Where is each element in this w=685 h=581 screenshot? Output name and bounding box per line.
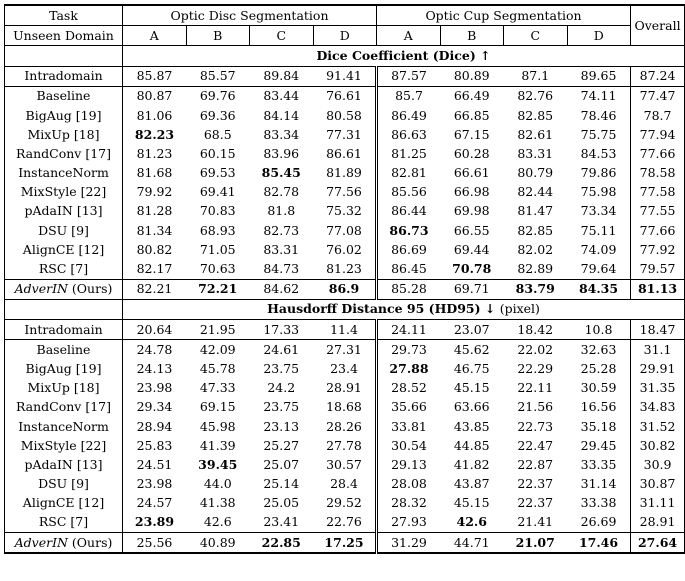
- metric-value: 27.78: [326, 437, 362, 453]
- metric-value: 79.57: [631, 259, 685, 279]
- metric-value: 86.9: [313, 279, 377, 299]
- metric-value: 27.31: [326, 341, 362, 357]
- intradomain-row: [5, 320, 685, 340]
- method-name: MixUp [18]: [27, 380, 100, 396]
- metric-value: 24.57: [123, 494, 187, 513]
- domain-header: C: [250, 26, 314, 46]
- metric-value: 85.7: [377, 86, 441, 106]
- metric-value: 22.76: [326, 514, 362, 530]
- metric-value: 69.71: [440, 279, 504, 299]
- metric-value: 80.58: [326, 107, 362, 123]
- metric-value: 42.6: [203, 514, 232, 530]
- dice-section: [5, 46, 685, 299]
- metric-value: 21.95: [186, 320, 250, 340]
- metric-value: 27.93: [377, 513, 441, 533]
- metric-value: 24.78: [123, 340, 187, 360]
- metric-value: 66.98: [453, 184, 490, 200]
- metric-value: 45.62: [453, 341, 490, 357]
- metric-value: 68.5: [203, 126, 232, 142]
- metric-value: 30.9: [631, 455, 685, 474]
- metric-value: 77.92: [631, 240, 685, 259]
- metric-value: 16.56: [580, 399, 617, 415]
- metric-value: 70.63: [199, 261, 236, 277]
- metric-value: 31.52: [631, 417, 685, 436]
- metric-value: 25.14: [263, 476, 300, 492]
- metric-value: 21.41: [517, 514, 554, 530]
- domain-header: C: [504, 26, 568, 46]
- metric-value: 77.66: [631, 144, 685, 163]
- metric-value: 11.4: [313, 320, 377, 340]
- metric-value: 22.85: [250, 533, 314, 554]
- metric-value: 82.89: [517, 261, 554, 277]
- metric-value: 60.28: [453, 145, 490, 161]
- method-row: [5, 144, 685, 163]
- metric-value: 89.65: [567, 66, 631, 86]
- metric-value: 63.66: [453, 399, 490, 415]
- metric-value: 18.68: [326, 399, 362, 415]
- metric-value: 66.55: [453, 222, 490, 238]
- cup-group-header: Optic Cup Segmentation: [377, 5, 631, 26]
- metric-value: 28.32: [377, 494, 441, 513]
- metric-value: 30.87: [631, 475, 685, 494]
- metric-value: 82.85: [517, 222, 554, 238]
- method-name: RSC [7]: [38, 514, 89, 530]
- metric-value: 82.21: [123, 279, 187, 299]
- metric-value: 42.09: [199, 341, 236, 357]
- metric-value: 77.08: [326, 222, 362, 238]
- method-name: DSU [9]: [38, 222, 89, 238]
- metric-value: 25.83: [123, 436, 187, 455]
- metric-value: 85.87: [123, 66, 187, 86]
- method-name: RandConv [17]: [15, 145, 112, 161]
- metric-value: 86.73: [377, 221, 441, 240]
- metric-value: 31.11: [631, 494, 685, 513]
- metric-value: 69.53: [199, 165, 236, 181]
- ours-method-name: AdverIN: [14, 281, 68, 297]
- metric-value: 41.82: [453, 456, 490, 472]
- domain-header: B: [440, 26, 504, 46]
- method-name: [5, 279, 123, 299]
- metric-value: 70.83: [199, 203, 236, 219]
- metric-value: 35.18: [580, 418, 617, 434]
- metric-value: 44.71: [440, 533, 504, 554]
- metric-value: 81.06: [123, 106, 187, 125]
- method-row: [5, 417, 685, 436]
- metric-value: 86.49: [377, 106, 441, 125]
- metric-value: 24.61: [263, 341, 300, 357]
- metric-value: 40.89: [186, 533, 250, 554]
- metric-value: 31.35: [631, 379, 685, 398]
- ours-method-suffix: (Ours): [67, 281, 113, 297]
- metric-value: 25.28: [580, 360, 617, 376]
- method-row: [5, 436, 685, 455]
- results-table-container: [4, 4, 681, 554]
- metric-value: 78.58: [631, 164, 685, 183]
- section-header-row: [5, 299, 685, 319]
- metric-value: 22.37: [517, 495, 554, 511]
- metric-value: 17.33: [250, 320, 314, 340]
- metric-value: 28.08: [377, 475, 441, 494]
- metric-value: 82.23: [123, 125, 187, 144]
- metric-value: 80.87: [123, 86, 187, 106]
- metric-value: 41.38: [199, 495, 236, 511]
- metric-value: 66.85: [453, 107, 490, 123]
- metric-value: 22.73: [517, 418, 554, 434]
- metric-value: 77.31: [326, 126, 362, 142]
- section-header-row: [5, 46, 685, 66]
- metric-value: 83.96: [263, 145, 300, 161]
- intradomain-row: [5, 66, 685, 86]
- metric-value: 44.85: [453, 437, 490, 453]
- metric-value: 85.56: [377, 183, 441, 202]
- dice-section-title: Dice Coefficient (Dice) ↑: [123, 46, 685, 66]
- metric-value: 80.89: [440, 66, 504, 86]
- metric-value: 34.83: [631, 398, 685, 417]
- hd95-section-title: [123, 299, 685, 319]
- method-row: [5, 106, 685, 125]
- metric-value: 81.23: [326, 261, 362, 277]
- metric-value: 39.45: [198, 456, 238, 472]
- metric-value: 83.79: [504, 279, 568, 299]
- metric-value: 18.47: [631, 320, 685, 340]
- metric-value: 23.41: [263, 514, 300, 530]
- metric-value: 76.61: [326, 88, 362, 104]
- disc-group-header: Optic Disc Segmentation: [123, 5, 377, 26]
- metric-value: 89.84: [250, 66, 314, 86]
- metric-value: 43.85: [453, 418, 490, 434]
- metric-value: 84.62: [250, 279, 314, 299]
- metric-value: 26.69: [580, 514, 617, 530]
- method-name: InstanceNorm: [18, 418, 109, 434]
- metric-value: 82.17: [123, 259, 187, 279]
- metric-value: 30.57: [326, 456, 362, 472]
- metric-value: 30.59: [580, 380, 617, 396]
- metric-value: 46.75: [453, 360, 490, 376]
- metric-value: 85.45: [261, 165, 301, 181]
- method-name: MixStyle [22]: [20, 184, 107, 200]
- metric-value: 45.98: [199, 418, 236, 434]
- metric-value: 84.53: [580, 145, 617, 161]
- metric-value: 30.82: [631, 436, 685, 455]
- metric-value: 23.75: [263, 360, 300, 376]
- method-row: [5, 398, 685, 417]
- metric-value: 87.1: [504, 66, 568, 86]
- overall-header: Overall: [631, 5, 685, 46]
- metric-value: 29.52: [326, 495, 362, 511]
- domain-header: D: [313, 26, 377, 46]
- header-row-task: [5, 5, 685, 26]
- metric-value: 32.63: [580, 341, 617, 357]
- metric-value: 21.07: [504, 533, 568, 554]
- metric-value: 24.51: [123, 455, 187, 474]
- metric-value: 75.75: [580, 126, 617, 142]
- metric-value: 81.47: [517, 203, 554, 219]
- metric-value: 75.11: [580, 222, 617, 238]
- metric-value: 81.34: [123, 221, 187, 240]
- metric-value: 23.98: [123, 475, 187, 494]
- metric-value: 79.64: [580, 261, 617, 277]
- metric-value: 23.89: [123, 513, 187, 533]
- metric-value: 78.7: [631, 106, 685, 125]
- method-row: [5, 494, 685, 513]
- metric-value: 83.31: [263, 241, 300, 257]
- method-name: MixUp [18]: [27, 126, 100, 142]
- metric-value: 17.46: [567, 533, 631, 554]
- metric-value: 33.38: [580, 495, 617, 511]
- domain-header: D: [567, 26, 631, 46]
- method-name: Baseline: [36, 341, 91, 357]
- metric-value: 24.13: [123, 359, 187, 378]
- metric-value: 69.76: [199, 88, 236, 104]
- metric-value: 83.34: [263, 126, 300, 142]
- hd95-title-text: Hausdorff Distance 95 (HD95) ↓: [267, 301, 496, 317]
- method-row: [5, 475, 685, 494]
- metric-value: 10.8: [567, 320, 631, 340]
- metric-value: 24.2: [267, 380, 296, 396]
- metric-value: 77.47: [631, 86, 685, 106]
- method-name: InstanceNorm: [18, 165, 109, 181]
- metric-value: 85.28: [377, 279, 441, 299]
- metric-value: 33.35: [580, 456, 617, 472]
- metric-value: 82.61: [517, 126, 554, 142]
- metric-value: 29.34: [123, 398, 187, 417]
- metric-value: 22.02: [517, 341, 554, 357]
- metric-value: 29.45: [580, 437, 617, 453]
- method-name: pAdaIN [13]: [24, 203, 103, 219]
- metric-value: 69.98: [453, 203, 490, 219]
- metric-value: 25.56: [123, 533, 187, 554]
- metric-value: 66.61: [453, 165, 490, 181]
- method-row: [5, 202, 685, 221]
- metric-value: 82.44: [517, 184, 554, 200]
- metric-value: 81.28: [123, 202, 187, 221]
- method-row: [5, 455, 685, 474]
- unseen-domain-label: Unseen Domain: [5, 26, 123, 46]
- section-spacer: [5, 299, 123, 319]
- metric-value: 80.82: [123, 240, 187, 259]
- method-row: [5, 379, 685, 398]
- metric-value: 28.91: [326, 380, 362, 396]
- metric-value: 75.98: [580, 184, 617, 200]
- metric-value: 33.81: [377, 417, 441, 436]
- metric-value: 23.98: [123, 379, 187, 398]
- metric-value: 87.24: [631, 66, 685, 86]
- metric-value: 47.33: [199, 380, 236, 396]
- metric-value: 29.73: [377, 340, 441, 360]
- metric-value: 66.49: [453, 88, 490, 104]
- method-row: [5, 513, 685, 533]
- metric-value: 80.79: [517, 165, 554, 181]
- metric-value: 82.73: [263, 222, 300, 238]
- metric-value: 71.05: [199, 241, 236, 257]
- section-spacer: [5, 46, 123, 66]
- metric-value: 22.47: [517, 437, 554, 453]
- metric-value: 82.85: [517, 107, 554, 123]
- metric-value: 22.37: [517, 476, 554, 492]
- metric-value: 82.78: [263, 184, 300, 200]
- method-name: Intradomain: [5, 320, 123, 340]
- metric-value: 72.21: [186, 279, 250, 299]
- metric-value: 22.11: [517, 380, 554, 396]
- metric-value: 45.15: [453, 380, 490, 396]
- method-name: DSU [9]: [38, 476, 89, 492]
- metric-value: 81.68: [123, 164, 187, 183]
- domain-header: A: [123, 26, 187, 46]
- method-row: [5, 164, 685, 183]
- metric-value: 82.76: [517, 88, 554, 104]
- metric-value: 17.25: [313, 533, 377, 554]
- metric-value: 23.07: [440, 320, 504, 340]
- metric-value: 35.66: [377, 398, 441, 417]
- metric-value: 21.56: [517, 399, 554, 415]
- metric-value: 28.4: [330, 476, 358, 492]
- metric-value: 20.64: [123, 320, 187, 340]
- metric-value: 25.05: [263, 495, 300, 511]
- metric-value: 27.88: [377, 359, 441, 378]
- metric-value: 69.41: [199, 184, 236, 200]
- method-row: [5, 359, 685, 378]
- metric-value: 86.45: [377, 259, 441, 279]
- method-name: [5, 533, 123, 554]
- metric-value: 91.41: [313, 66, 377, 86]
- method-row: [5, 340, 685, 360]
- metric-value: 82.81: [377, 164, 441, 183]
- metric-value: 25.27: [263, 437, 300, 453]
- method-name: RSC [7]: [38, 261, 89, 277]
- metric-value: 24.11: [377, 320, 441, 340]
- metric-value: 30.54: [377, 436, 441, 455]
- metric-value: 86.44: [377, 202, 441, 221]
- metric-value: 22.29: [517, 360, 554, 376]
- metric-value: 77.58: [631, 183, 685, 202]
- metric-value: 42.6: [456, 514, 487, 530]
- metric-value: 28.94: [123, 417, 187, 436]
- metric-value: 86.69: [377, 240, 441, 259]
- method-name: Baseline: [36, 88, 91, 104]
- metric-value: 28.52: [377, 379, 441, 398]
- metric-value: 81.25: [377, 144, 441, 163]
- metric-value: 82.02: [517, 241, 554, 257]
- ours-row: [5, 279, 685, 299]
- metric-value: 29.91: [631, 359, 685, 378]
- metric-value: 81.8: [267, 203, 296, 219]
- metric-value: 75.32: [326, 203, 362, 219]
- method-row: [5, 125, 685, 144]
- metric-value: 23.75: [263, 399, 300, 415]
- method-name: AlignCE [12]: [22, 495, 105, 511]
- metric-value: 45.78: [199, 360, 236, 376]
- metric-value: 81.89: [326, 165, 362, 181]
- metric-value: 74.09: [580, 241, 617, 257]
- metric-value: 60.15: [199, 145, 236, 161]
- method-name: MixStyle [22]: [20, 437, 107, 453]
- method-row: [5, 240, 685, 259]
- metric-value: 87.57: [377, 66, 441, 86]
- metric-value: 67.15: [453, 126, 490, 142]
- metric-value: 31.29: [377, 533, 441, 554]
- method-name: pAdaIN [13]: [24, 456, 103, 472]
- metric-value: 70.78: [452, 261, 492, 277]
- method-row: [5, 259, 685, 279]
- metric-value: 68.93: [199, 222, 236, 238]
- metric-value: 43.87: [453, 476, 490, 492]
- metric-value: 45.15: [453, 495, 490, 511]
- metric-value: 84.14: [263, 107, 300, 123]
- metric-value: 84.35: [567, 279, 631, 299]
- metric-value: 23.4: [330, 360, 358, 376]
- metric-value: 81.23: [123, 144, 187, 163]
- metric-value: 76.02: [326, 241, 362, 257]
- metric-value: 86.61: [326, 145, 362, 161]
- method-row: [5, 183, 685, 202]
- method-name: Intradomain: [5, 66, 123, 86]
- domain-header: A: [377, 26, 441, 46]
- metric-value: 77.66: [631, 221, 685, 240]
- metric-value: 69.36: [199, 107, 236, 123]
- metric-value: 18.42: [504, 320, 568, 340]
- metric-value: 41.39: [199, 437, 236, 453]
- metric-value: 28.91: [631, 513, 685, 533]
- metric-value: 28.26: [326, 418, 362, 434]
- method-name: RandConv [17]: [15, 399, 112, 415]
- metric-value: 79.92: [123, 183, 187, 202]
- metric-value: 79.86: [580, 165, 617, 181]
- method-row: [5, 221, 685, 240]
- metric-value: 83.44: [263, 88, 300, 104]
- hd95-section: [5, 299, 685, 553]
- ours-row: [5, 533, 685, 554]
- metric-value: 29.13: [377, 455, 441, 474]
- results-table: [4, 4, 685, 554]
- ours-method-suffix: (Ours): [67, 534, 113, 550]
- method-name: BigAug [19]: [25, 360, 102, 376]
- metric-value: 69.15: [199, 399, 236, 415]
- metric-value: 77.94: [631, 125, 685, 144]
- metric-value: 74.11: [580, 88, 617, 104]
- method-row: [5, 86, 685, 106]
- domain-header: B: [186, 26, 250, 46]
- method-name: BigAug [19]: [25, 107, 102, 123]
- hd95-title-unit: (pixel): [499, 301, 540, 317]
- task-label: Task: [5, 5, 123, 26]
- metric-value: 27.64: [631, 533, 685, 554]
- metric-value: 31.1: [631, 340, 685, 360]
- metric-value: 83.31: [517, 145, 554, 161]
- metric-value: 23.13: [263, 418, 300, 434]
- metric-value: 69.44: [453, 241, 490, 257]
- metric-value: 25.07: [263, 456, 300, 472]
- method-name: AlignCE [12]: [22, 241, 105, 257]
- metric-value: 73.34: [580, 203, 617, 219]
- header-row-domains: [5, 26, 685, 46]
- metric-value: 86.63: [377, 125, 441, 144]
- metric-value: 84.73: [263, 261, 300, 277]
- metric-value: 81.13: [631, 279, 685, 299]
- metric-value: 44.0: [203, 476, 232, 492]
- metric-value: 85.57: [186, 66, 250, 86]
- metric-value: 78.46: [580, 107, 617, 123]
- metric-value: 31.14: [580, 476, 617, 492]
- metric-value: 77.55: [631, 202, 685, 221]
- metric-value: 77.56: [326, 184, 362, 200]
- ours-method-name: AdverIN: [14, 534, 68, 550]
- metric-value: 22.87: [517, 456, 554, 472]
